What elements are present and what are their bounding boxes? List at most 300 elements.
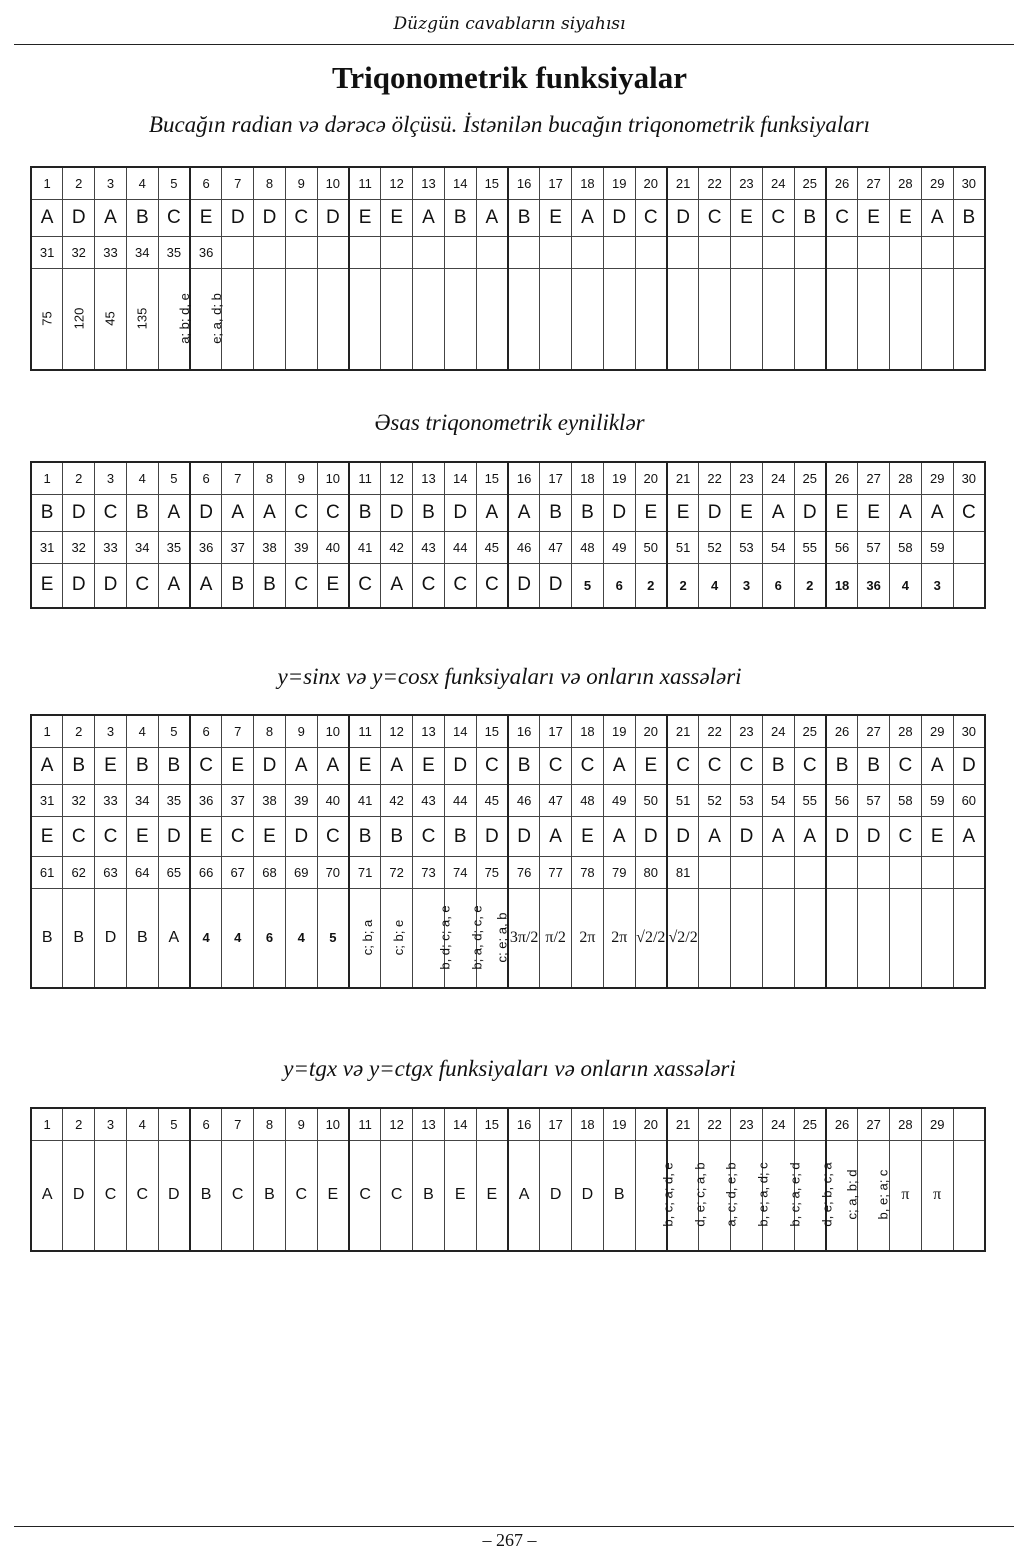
answer-cell [476,237,508,269]
cell-text: B [72,755,86,776]
cell-text: 45 [484,540,500,555]
answer-cell [699,167,731,200]
answer-cell [603,715,635,748]
cell-text: 46 [516,793,532,808]
cell-text: B [549,502,562,523]
cell-text: C [104,1186,117,1204]
cell-text: 35 [166,245,182,260]
answer-cell [794,817,826,857]
answer-cell [603,462,635,495]
answer-cell [190,269,222,371]
answer-cell [381,748,413,785]
answer-cell [762,200,794,237]
answer-cell [731,817,763,857]
cell-text: 53 [739,793,754,808]
answer-cell [317,269,349,371]
cell-text: D [961,755,976,776]
answer-cell [317,857,349,889]
cell-text: E [899,207,912,228]
answer-cell [572,269,604,371]
cell-text: 15 [484,471,500,486]
cell-text: C [230,825,245,847]
cell-text: b; a, d; c, e [469,905,485,970]
cell-text: C [707,207,722,228]
answer-cell [95,462,127,495]
answer-cell [890,237,922,269]
cell-text: 30 [961,176,977,191]
answer-cell [603,495,635,532]
cell-text: 29 [929,176,945,191]
answer-cell [572,715,604,748]
answer-row [31,564,985,608]
cell-text: d, e; c; a, b [692,1162,708,1227]
answer-cell [222,748,254,785]
answer-cell [540,785,572,817]
answer-cell [794,462,826,495]
cell-text: B [200,1186,212,1204]
answer-cell [190,200,222,237]
answer-cell [603,1108,635,1141]
answer-cell [222,857,254,889]
answer-cell [858,269,890,371]
answer-cell [731,269,763,371]
cell-text: 44 [453,793,468,808]
answer-cell [190,817,222,857]
answer-cell [63,1108,95,1141]
answer-cell [794,167,826,200]
cell-text: 33 [103,540,118,555]
answer-cell [921,785,953,817]
cell-text: 54 [770,793,786,808]
cell-text: B [264,1186,275,1204]
cell-text: 28 [898,176,913,191]
cell-text: 36 [198,793,214,808]
answer-cell [603,817,635,857]
cell-text: B [167,755,181,776]
cell-text: c; e; a, b [494,912,510,963]
cell-text: C [802,755,817,776]
answer-cell [381,857,413,889]
answer-cell [222,1141,254,1251]
answer-cell [667,715,699,748]
answer-cell [63,1141,95,1251]
answer-cell [95,269,127,371]
cell-text: B [135,502,149,523]
cell-text: D [549,1186,562,1204]
answer-cell [63,817,95,857]
cell-text: 28 [898,724,913,739]
cell-text: D [71,502,86,523]
cell-text: 22 [707,1117,722,1132]
cell-text: 5 [170,1117,178,1132]
cell-text: 78 [580,865,595,880]
answer-cell [126,857,158,889]
answer-cell [158,715,190,748]
answer-cell [381,200,413,237]
cell-text: 58 [898,540,913,555]
answer-cell [890,564,922,608]
cell-text: 2 [679,578,687,594]
cell-text: 39 [294,540,309,555]
cell-text: π [901,1186,910,1204]
answer-cell [95,167,127,200]
cell-text: 7 [234,471,242,486]
answer-cell [158,1108,190,1141]
cell-text: E [676,502,690,523]
answer-cell [953,495,985,532]
cell-text: C [231,1186,244,1204]
answer-cell [476,564,508,608]
answer-cell [444,200,476,237]
answer-cell [317,715,349,748]
answer-cell [285,1108,317,1141]
answer-cell [858,889,890,989]
cell-text: E [40,574,54,596]
cell-text: 49 [612,793,627,808]
answer-cell [31,237,63,269]
cell-text: 45 [484,793,500,808]
cell-text: 21 [675,724,691,739]
answer-cell [63,462,95,495]
answer-cell [921,748,953,785]
running-head: Düzgün cavabların siyahısı [393,14,626,34]
cell-text: 8 [265,1117,274,1132]
cell-text: 37 [230,540,245,555]
cell-text: C [835,207,849,228]
answer-cell [158,1141,190,1251]
cell-text: D [389,502,404,523]
answer-cell [444,748,476,785]
cell-text: C [453,574,468,596]
answer-cell [540,1141,572,1251]
answer-cell [572,495,604,532]
answer-cell [285,748,317,785]
answer-cell [95,200,127,237]
cell-text: D [262,207,277,228]
cell-text: C [484,574,499,596]
answer-cell [222,1108,254,1141]
answer-cell [826,495,858,532]
answer-cell [126,495,158,532]
answer-cell [890,200,922,237]
cell-text: 56 [834,540,850,555]
cell-text: A [390,755,403,776]
answer-cell [794,564,826,608]
cell-text: A [104,207,117,228]
answer-cell [572,889,604,989]
cell-text: A [199,574,213,596]
cell-text: 36 [866,578,881,594]
cell-text: 43 [421,540,436,555]
cell-text: 75 [39,311,55,326]
answer-cell [254,200,286,237]
cell-text: D [517,574,531,596]
cell-text: 34 [135,793,150,808]
answer-cell [476,785,508,817]
cell-text: E [549,207,562,228]
cell-text: E [231,755,245,776]
cell-text: B [867,755,880,776]
cell-text: 28 [898,1117,913,1132]
answer-cell [126,564,158,608]
answer-cell [667,564,699,608]
answer-cell [699,269,731,371]
cell-text: A [40,207,54,228]
cell-text: 73 [421,865,436,880]
answer-cell [508,785,540,817]
answer-cell [890,1108,922,1141]
answer-cell [158,785,190,817]
answer-cell [158,462,190,495]
cell-text: 11 [358,724,372,739]
answer-cell [953,785,985,817]
cell-text: 25 [802,176,817,191]
answer-cell [762,785,794,817]
cell-text: 19 [612,1117,627,1132]
cell-text: D [71,207,86,228]
cell-text: 10 [325,176,341,191]
cell-text: A [485,502,499,523]
answer-cell [476,748,508,785]
answer-cell [890,817,922,857]
answer-cell [572,748,604,785]
cell-text: E [358,207,372,228]
answer-cell [826,200,858,237]
answer-cell [540,889,572,989]
answer-cell [794,889,826,989]
answer-cell [603,857,635,889]
answer-cell [31,462,63,495]
answer-cell [444,564,476,608]
answer-cell [476,495,508,532]
cell-text: e; a, d; b [208,293,224,344]
cell-text: D [739,825,754,847]
answer-cell [63,495,95,532]
cell-text: C [294,574,309,596]
answer-cell [222,817,254,857]
answer-cell [476,715,508,748]
answer-cell [603,237,635,269]
answer-cell [317,462,349,495]
cell-text: B [962,207,976,228]
cell-text: D [484,825,499,847]
answer-cell [603,748,635,785]
answer-cell [381,1108,413,1141]
cell-text: A [930,207,944,228]
answer-cell [953,889,985,989]
cell-text: 52 [707,793,722,808]
answer-cell [635,200,667,237]
cell-text: 31 [39,245,55,260]
cell-text: E [326,574,340,596]
cell-text: B [517,755,531,776]
cell-text: 38 [262,793,277,808]
cell-text: D [325,207,340,228]
cell-text: B [40,502,54,523]
cell-text: 71 [357,865,373,880]
cell-text: 22 [707,724,722,739]
cell-text: 7 [234,724,242,739]
answer-cell [222,495,254,532]
answer-cell [572,1108,604,1141]
answer-cell [699,200,731,237]
number-row [31,1108,985,1141]
answer-cell [190,462,222,495]
cell-text: 23 [739,471,754,486]
cell-text: A [930,502,944,523]
answer-cell [126,532,158,564]
cell-text: 24 [770,724,786,739]
answer-cell [635,1141,676,1251]
section-3-title: y=sinx və y=cosx funksiyaları və onların xassələri [277,664,742,689]
answer-cell [762,1108,794,1141]
answer-cell [476,462,508,495]
cell-text: 4 [138,1117,146,1132]
cell-text: 26 [834,471,850,486]
answer-cell [190,564,222,608]
cell-text: 50 [643,793,659,808]
answer-cell [921,1141,953,1251]
cell-text: 72 [389,865,404,880]
answer-cell [699,532,731,564]
cell-text: 14 [453,724,468,739]
cell-text: 59 [929,540,945,555]
answer-cell [381,462,413,495]
answer-cell [508,857,540,889]
cell-text: E [390,207,403,228]
answer-cell [413,495,445,532]
cell-text: 5 [170,724,178,739]
cell-text: 135 [134,307,150,330]
section-2-title: Əsas triqonometrik eyniliklər [374,410,645,435]
cell-text: 55 [802,793,817,808]
cell-text: 44 [453,540,468,555]
cell-text: 34 [135,540,150,555]
page-title: Triqonometrik funksiyalar [331,60,688,95]
answer-cell [158,269,190,371]
cell-text: A [771,825,785,847]
answer-cell [190,748,222,785]
answer-cell [731,1108,763,1141]
answer-cell [254,889,286,989]
answer-cell [317,817,349,857]
answer-cell [890,889,922,989]
answer-cell [158,564,190,608]
answer-cell [254,748,286,785]
cell-text: 20 [643,724,659,739]
answer-table-1 [30,166,986,371]
answer-cell [572,785,604,817]
cell-text: C [707,755,722,776]
answer-cell [699,564,731,608]
answer-cell [349,200,381,237]
answer-cell [444,1141,476,1251]
cell-text: 42 [389,540,404,555]
answer-cell [635,1108,667,1141]
answer-cell [635,237,667,269]
answer-cell [95,817,127,857]
cell-text: B [390,825,403,847]
cell-text: C [135,574,150,596]
answer-cell [731,495,763,532]
cell-text: 69 [294,865,309,880]
answer-cell [95,1108,127,1141]
cell-text: B [423,1186,434,1204]
answer-cell [254,1141,286,1251]
cell-text: C [739,755,754,776]
answer-cell [731,532,763,564]
cell-text: 40 [325,540,341,555]
cell-text: 2 [647,578,655,594]
cell-text: C [421,825,436,847]
cell-text: E [422,755,435,776]
answer-cell [953,1141,985,1251]
cell-text: C [359,1186,371,1204]
cell-text: 11 [358,1117,372,1132]
cell-text: E [930,825,944,847]
answer-cell [890,495,922,532]
answer-cell [158,495,190,532]
cell-text: 39 [294,793,309,808]
cell-text: 36 [198,540,214,555]
answer-cell [794,495,826,532]
cell-text: 1 [43,724,51,739]
number-row [31,462,985,495]
cell-text: 13 [421,1117,436,1132]
answer-cell [699,1108,731,1141]
answer-cell [603,200,635,237]
cell-text: 18 [580,1117,595,1132]
answer-cell [63,889,95,989]
answer-cell [31,532,63,564]
cell-text: C [898,825,913,847]
answer-cell [858,564,890,608]
cell-text: 47 [548,540,563,555]
answer-cell [254,1108,286,1141]
answer-cell [254,167,286,200]
cell-text: 76 [516,865,532,880]
cell-text: 4 [138,724,146,739]
cell-text: 38 [262,540,277,555]
answer-cell [731,564,763,608]
answer-cell [858,1108,890,1141]
cell-text: 1 [43,1117,51,1132]
cell-text: 36 [198,245,214,260]
answer-cell [890,167,922,200]
cell-text: C [103,825,118,847]
cell-text: A [549,825,562,847]
cell-text: D [294,825,309,847]
answer-cell [254,462,286,495]
cell-text: 14 [453,1117,468,1132]
cell-text: 63 [103,865,118,880]
answer-cell [572,564,604,608]
answer-cell [826,237,858,269]
cell-text: 2π [611,929,628,946]
cell-text: 12 [389,724,404,739]
answer-cell [190,715,222,748]
cell-text: A [294,755,308,776]
answer-cell [762,748,794,785]
answer-cell [222,785,254,817]
answer-cell [95,785,127,817]
answer-cell [476,532,508,564]
answer-cell [444,462,476,495]
answer-cell [476,167,508,200]
cell-text: C [166,207,181,228]
cell-text: C [961,502,976,523]
cell-text: C [676,755,690,776]
